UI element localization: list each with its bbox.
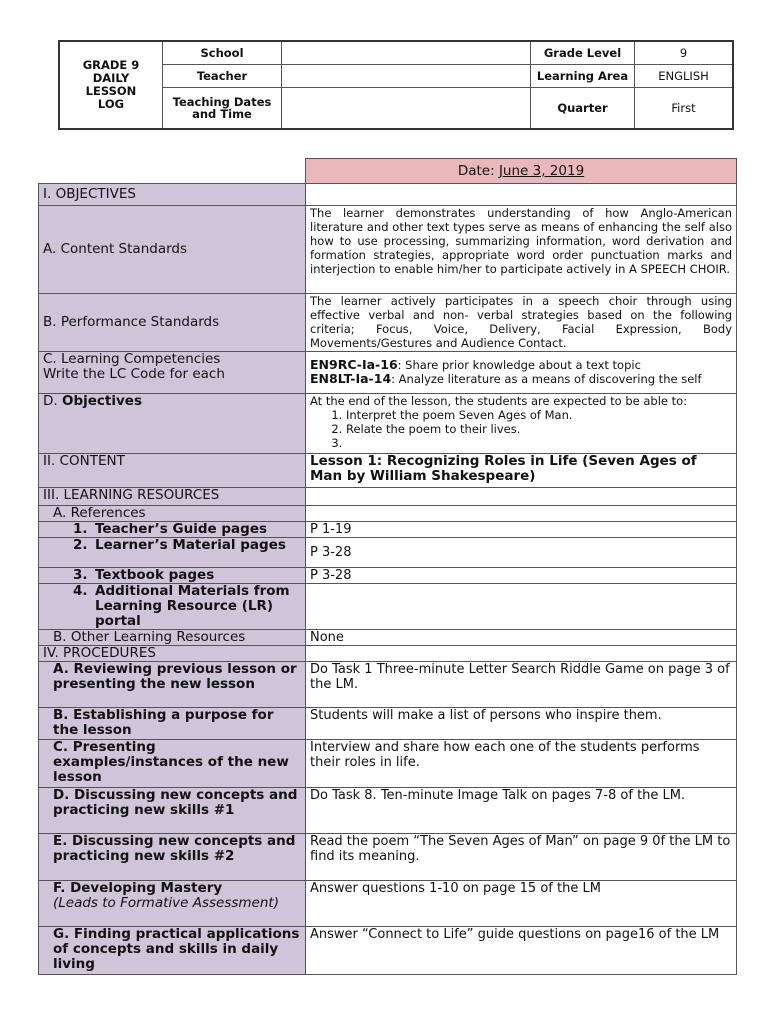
performance-standards-text: The learner actively participates in a speech choir through using effective verbal and non- verbal strategies based on the following criteria; Focus, Voice, Delivery, Facial Expression, Body Movements/Gestures and Audience Contact. (306, 294, 737, 352)
procedure-b-value: Students will make a list of persons who inspire them. (306, 708, 737, 740)
date-prefix: Date: (457, 163, 499, 179)
competency-1-code: EN9RC-Ia-16 (310, 357, 398, 372)
learning-area-value: ENGLISH (635, 65, 734, 88)
teaching-dates-label: Teaching Dates and Time (163, 88, 282, 130)
date-cell (306, 159, 737, 184)
objectives-intro: At the end of the lesson, the students are expected to be able to: (310, 394, 688, 408)
competency-2-code: EN8LT-Ia-14 (310, 371, 392, 386)
learning-competencies-value (306, 352, 737, 394)
objectives-heading: I. OBJECTIVES (39, 184, 306, 206)
additional-materials-label: Additional Materials from Learning Resource (LR) portal (95, 583, 290, 629)
procedure-g-label: G. Finding practical applications of concepts and skills in daily living (39, 927, 306, 975)
grade-block: GRADE 9 DAILY LESSON LOG (59, 41, 163, 129)
content-standards-text: The learner demonstrates understanding of how Anglo-American literature and other text types serve as means of enhancing the self also how to use processing, summarizing information, word derivation and formation strategies, appropriate word order punctuation marks and interjection to enable him/her to participate actively in A SPEECH CHOIR. (306, 206, 737, 294)
procedure-b-label: B. Establishing a purpose for the lesson (39, 708, 306, 740)
procedures-label: IV. PROCEDURES (39, 646, 306, 662)
procedure-c-value: Interview and share how each one of the students performs their roles in life. (306, 740, 737, 788)
objectives-prefix: D. (43, 393, 62, 409)
grade-level-value: 9 (635, 41, 734, 65)
teachers-guide-label: Teacher’s Guide pages (95, 521, 268, 537)
learning-area-label: Learning Area (531, 65, 635, 88)
competency-2-text: : Analyze literature as a means of discovering the self (391, 372, 702, 386)
textbook-cell (39, 568, 306, 584)
procedure-e-label: E. Discussing new concepts and practicing new skills #2 (39, 834, 306, 881)
other-resources-label: B. Other Learning Resources (39, 630, 306, 646)
objective-item (346, 436, 732, 450)
textbook-value: P 3-28 (306, 568, 737, 584)
procedure-f-label: F. Developing Mastery (53, 880, 223, 896)
procedure-g-value: Answer “Connect to Life” guide questions on page16 of the LM (306, 927, 737, 975)
lesson-log-table (38, 158, 737, 975)
blank-cell (39, 159, 306, 184)
other-resources-value: None (306, 630, 737, 646)
procedure-c-label: C. Presenting examples/instances of the new lesson (39, 740, 306, 788)
procedures-value (306, 646, 737, 662)
teacher-label: Teacher (163, 65, 282, 88)
teachers-guide-value: P 1-19 (306, 522, 737, 538)
learning-resources-label: III. LEARNING RESOURCES (39, 488, 306, 506)
learners-material-label: Learner’s Material pages (95, 537, 286, 553)
objective-item: 1. Interpret the poem Seven Ages of Man. (346, 408, 732, 422)
references-label: A. References (39, 506, 306, 522)
procedure-f-sub: (Leads to Formative Assessment) (53, 895, 279, 911)
learners-material-number: 2. (73, 537, 88, 553)
date-value: June 3, 2019 (498, 163, 585, 179)
teacher-value (282, 65, 531, 88)
teachers-guide-cell (39, 522, 306, 538)
school-value (282, 41, 531, 65)
school-label: School (163, 41, 282, 65)
procedure-d-label: D. Discussing new concepts and practicing new skills #1 (39, 788, 306, 834)
content-value: Lesson 1: Recognizing Roles in Life (Seven Ages of Man by William Shakespeare) (306, 454, 737, 488)
content-label: II. CONTENT (39, 454, 306, 488)
textbook-label: Textbook pages (95, 567, 215, 583)
learning-competencies-cell (39, 352, 306, 394)
learning-resources-value (306, 488, 737, 506)
quarter-value: First (635, 88, 734, 130)
textbook-number: 3. (73, 567, 88, 583)
content-standards-label: A. Content Standards (39, 206, 306, 294)
objectives-heading-value (306, 184, 737, 206)
objectives-cell (39, 394, 306, 454)
objectives-value (306, 394, 737, 454)
procedure-f-cell (39, 881, 306, 927)
procedure-f-value: Answer questions 1-10 on page 15 of the LM (306, 881, 737, 927)
learners-material-cell (39, 538, 306, 568)
objectives-list (310, 408, 732, 450)
teaching-dates-value (282, 88, 531, 130)
teachers-guide-number: 1. (73, 521, 88, 537)
additional-materials-cell (39, 584, 306, 630)
procedure-e-value: Read the poem “The Seven Ages of Man” on page 9 0f the LM to find its meaning. (306, 834, 737, 881)
learning-competencies-sub: Write the LC Code for each (43, 366, 225, 382)
objective-item: 2. Relate the poem to their lives. (346, 422, 732, 436)
quarter-label: Quarter (531, 88, 635, 130)
procedure-a-value: Do Task 1 Three-minute Letter Search Riddle Game on page 3 of the LM. (306, 662, 737, 708)
additional-materials-value (306, 584, 737, 630)
header-table (58, 40, 734, 130)
grade-level-label: Grade Level (531, 41, 635, 65)
performance-standards-label: B. Performance Standards (39, 294, 306, 352)
additional-materials-number: 4. (73, 583, 88, 599)
procedure-d-value: Do Task 8. Ten-minute Image Talk on pages 7-8 of the LM. (306, 788, 737, 834)
procedure-a-label: A. Reviewing previous lesson or presenting the new lesson (39, 662, 306, 708)
references-value (306, 506, 737, 522)
learners-material-value: P 3-28 (306, 538, 737, 568)
competency-1-text: : Share prior knowledge about a text topic (397, 358, 641, 372)
learning-competencies-label: C. Learning Competencies (43, 351, 221, 367)
objectives-label: Objectives (61, 393, 142, 409)
